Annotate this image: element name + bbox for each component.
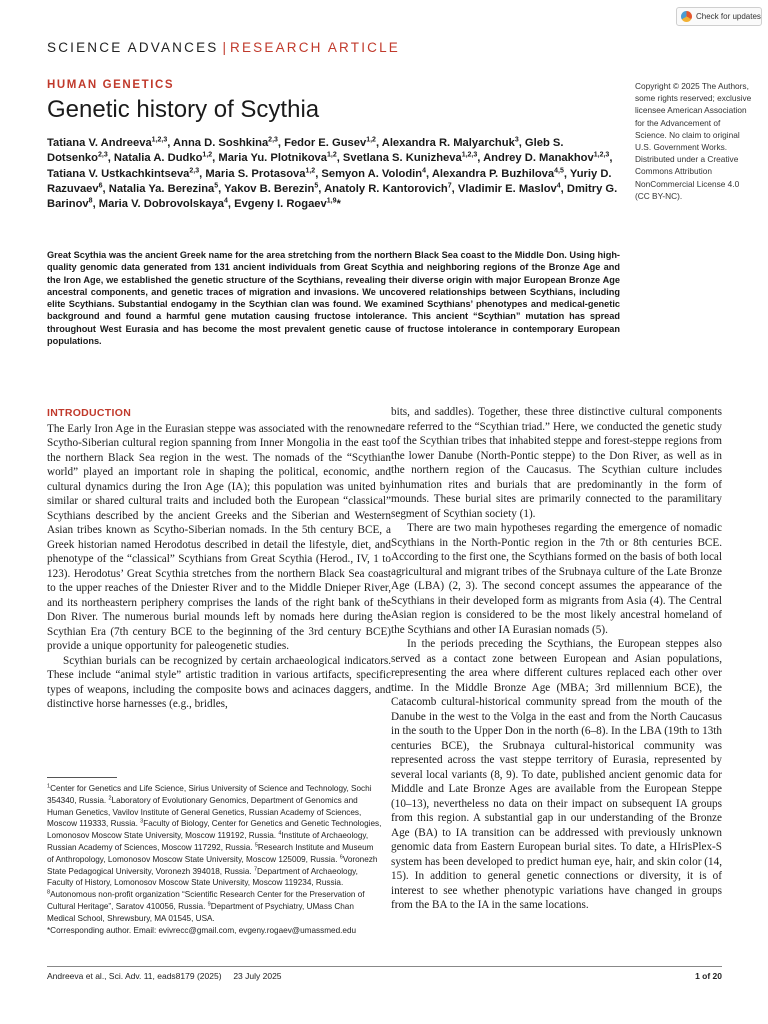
left-column xyxy=(47,406,391,712)
footnote-divider xyxy=(47,777,117,778)
journal-name: SCIENCE ADVANCES xyxy=(47,40,219,55)
paragraph: The Early Iron Age in the Eurasian steppe was associated with the renowned Scytho-Siberian cultural region spanning from Inner Mongolia in the east to the northern Black Sea region in the west. The nomads of the “Scythian world” played an important role in shaping the political, economic, and cultural dynamics during the Iron Age (IA); this population was united by similar or shared cultural traits and included both the European “classical” Scythians described by the ancient Greeks and the Siberian and Western Asian tribes known as Scytho-Siberian nomads. In the 5th century BCE, a Greek historian named Herodotus described in detail the lifestyle, diet, and phenotype of the “classical” Scythians from Great Scythia (Herod., IV, 1 to 123). Herodotus’ Great Scythia stretches from the northern Black Sea coast to the upper reaches of the Dniester River and to the Middle Dnieper River, and its northeastern periphery comprises the lands of the right bank of the Don River. The numerous burial mounds left by nomads here during the Scythian Era (7th century BCE to the beginning of the 3rd century BCE) provide a unique opportunity for paleogenetic studies. xyxy=(47,422,391,652)
article-category: HUMAN GENETICS xyxy=(47,79,175,91)
check-for-updates-button[interactable] xyxy=(676,7,762,26)
paragraph: bits, and saddles). Together, these three distinctive cultural components are referred to the “Scythian triad.” Here, we conducted the genetic study of the Scythian tribes that inhabited steppe and forest-steppe regions from the lower Danube (North-Pontic steppe) to the Don River, as well as in the northern region of the Caucasus. The Scythian culture includes inhumation rites and burials that are predominantly in the form of mounds. These burial sites are primarily connected to the paramilitary segment of Scythian society (1). xyxy=(391,406,722,520)
journal-separator: | xyxy=(222,40,227,55)
article-type: RESEARCH ARTICLE xyxy=(230,40,401,55)
right-column xyxy=(391,405,722,913)
author-list: Tatiana V. Andreeva$^{1,2,3}$, Anna D. Soshkina$^{2,3}$, Fedor E. Gusev$^{1,2}$, Alexandra R. Malyarchuk$^3$, Gleb S. Dotsenko$^{2,3}$, Natalia A. Dudko$^{1,2}$, Maria Yu. Plotnikova$^{1,2}$, Svetlana S. Kunizheva$^{1,2,3}$, Andrey D. Manakhov$^{1,2,3}$, Tatiana V. Ustkachkintseva$^{2,3}$, Maria S. Protasova$^{1,2}$, Semyon A. Volodin$^4$, Alexandra P. Buzhilova$^{4,5}$, Yuriy D. Razuvaev$^6$, Natalia Ya. Berezina$^5$, Yakov B. Berezin$^5$, Anatoly R. Kantorovich$^7$, Vladimir E. Maslov$^4$, Dmitry G. Barinov$^8$, Maria V. Dobrovolskaya$^4$, Evgeny I. Rogaev$^{1,9}$* xyxy=(47,136,618,211)
affiliations-footnotes: $^1$Center for Genetics and Life Science, Sirius University of Science and Technology, Sochi 354340, Russia. $^2$Laboratory of Evolutionary Genomics, Department of Genomics and Human Genetics, Vavilov Institute of General Genetics, Russian Academy of Sciences, Moscow 119333, Russia. $^3$Faculty of Biology, Center for Genetics and Genetic Technologies, Lomonosov Moscow State University, Moscow 119192, Russia. $^4$Institute of Archaeology, Russian Academy of Sciences, Moscow 117292, Russia. $^5$Research Institute and Museum of Anthropology, Lomonosov Moscow State University, Moscow 125009, Russia. $^6$Voronezh State Pedagogical University, Voronezh 394018, Russia. $^7$Department of Archaeology, Faculty of History, Lomonosov Moscow State University, Moscow 119234, Russia. $^8$Autonomous non-profit organization “Scientific Research Center for the Preservation of Cultural Heritage”, Saratov 410056, Russia. $^9$Department of Psychiatry, UMass Chan Medical School, Shrewsbury, MA 01545, USA. *Corresponding author. Email: evivrecc@gmail.com, evgeny.rogaev@umassmed.edu xyxy=(47,783,382,935)
paragraph: Scythian burials can be recognized by certain archaeological indicators. These include “animal style” artistic tradition in various artifacts, specific types of weapons, including the composite bows and acinaces daggers, and distinctive horse harnesses (e.g., bridles, xyxy=(47,654,391,710)
article-title: Genetic history of Scythia xyxy=(47,96,320,123)
citation-footer: Andreeva et al., Sci. Adv. 11, eads8179 (2025) 23 July 2025 xyxy=(47,971,282,981)
paragraph: In the periods preceding the Scythians, the European steppes also served as a contact zone between European and Asian populations, representing the area where different cultures replaced each other over time. In the Middle Bronze Age (MBA; 3rd millennium BCE), the Catacomb cultural-historical community spread from the mouth of the Danube in the west to the Volga in the east and from the North Caucasus in the south to the Upper Don in the north (6–8). In the LBA (19th to 13th centuries BCE), the Srubnaya cultural-historical community was represented across the vast steppe territory of Eurasia, represented by several local variants (8, 9). To date, published ancient genomic data for Middle and Late Bronze Ages are available from the European Steppe (10–13), nevertheless no data on their impact on subsequent IA groups from this region. A substantial gap in our understanding of the Bronze Age (BA) to IA transition can be addressed with previously unknown genomic data from Eastern European burial sites. To date, a HIrisPlex-S system has been developed to predict human eye, hair, and skin color (14, 15). In addition to general genetic connections or diversity, it is of interest to see whether phenotypic variations have changed in groups from the BA to the IA in the same locations. xyxy=(391,638,722,911)
abstract: Great Scythia was the ancient Greek name for the area stretching from the northern Black Sea coast to the Middle Don. Using high-quality genomic data generated from 131 ancient individuals from Great Scythia and neighboring regions of the Bronze Age and the Iron Age, we established the genetic structure of the Scythians, revealing their diverse origin with major European Bronze Age ancestral components, and genetic traces of migration and invasions. We uncovered relationships between Scythians, including elite Scythians. Substantial endogamy in the Scythian clan was found. We examined Scythians’ phenotypes and medical-genetic background and found a harmful gene mutation causing fructose intolerance. This ancient “Scythian” mutation has spread throughout West Eurasia and has become the most prevalent genetic cause of fructose intolerance in contemporary European populations. xyxy=(47,250,620,347)
introduction-heading: INTRODUCTION xyxy=(47,407,132,419)
footer-divider xyxy=(47,966,722,967)
copyright-notice: Copyright © 2025 The Authors, some rights reserved; exclusive licensee American Association for the Advancement of Science. No claim to original U.S. Government Works. Distributed under a Creative Commons Attribution NonCommercial License 4.0 (CC BY-NC). xyxy=(635,81,752,201)
page-number: 1 of 20 xyxy=(695,971,722,981)
paragraph: There are two main hypotheses regarding the emergence of nomadic Scythians in the North-Pontic region in the 7th or 8th centuries BCE. According to the first one, the Scythians formed on the basis of both local agricultural and migrant tribes of the Srubnaya culture of the Late Bronze Age (LBA) (2, 3). The second concept assumes the appearance of the Scythians in their developed form as migrants from Asia (4). The Central Asian region is considered to be the most likely ancestral homeland of the Scythians and other IA Eurasian nomads (5). xyxy=(391,522,722,636)
crossmark-icon xyxy=(681,11,692,22)
check-for-updates-label: Check for updates xyxy=(696,12,761,21)
journal-header xyxy=(47,40,400,55)
